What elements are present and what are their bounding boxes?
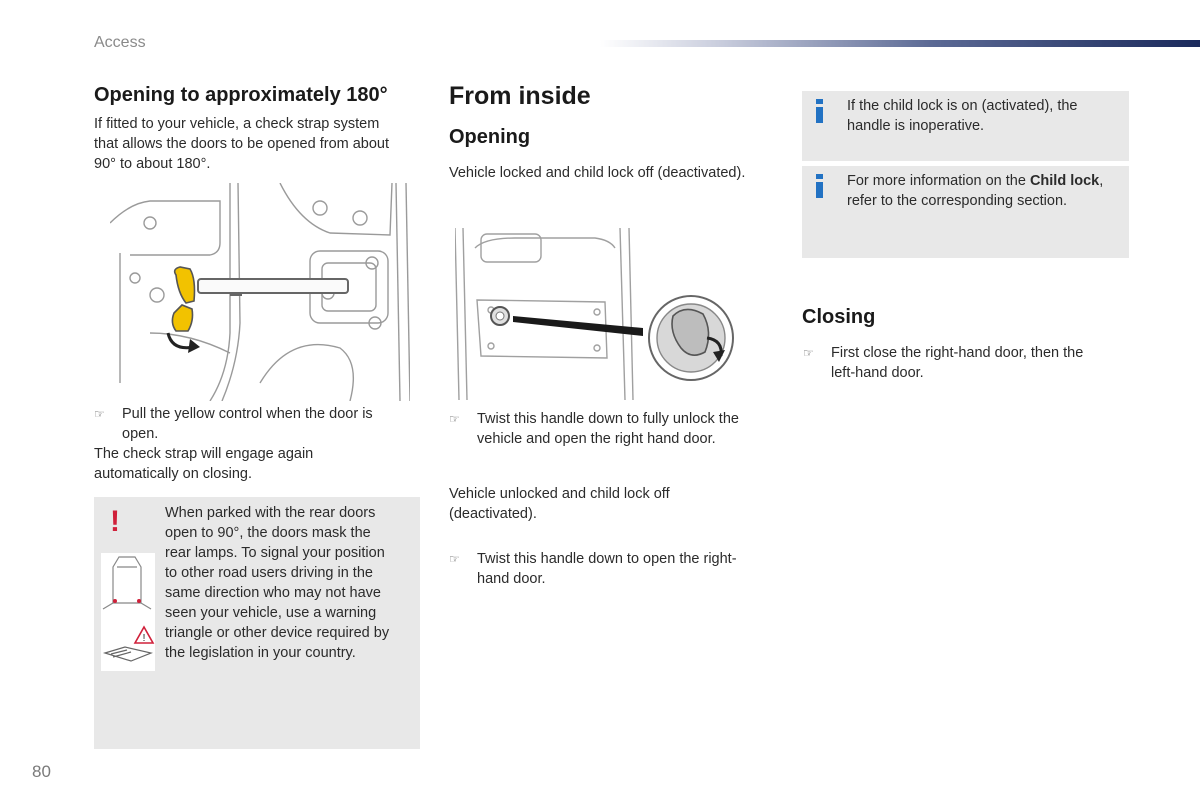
pointing-hand-icon: ☞ — [449, 412, 460, 426]
middle-section-title: From inside — [449, 82, 591, 110]
closing-line-1: First close the right-hand door, then the — [831, 345, 1084, 361]
warning-line-3: rear lamps. To signal your position — [165, 545, 385, 561]
left-bullet-line-2: open. — [122, 426, 159, 442]
info-2-line-2: refer to the corresponding section. — [847, 193, 1068, 209]
inside-handle-drawing — [455, 228, 745, 400]
info-icon — [816, 99, 824, 123]
left-section-title: Opening to approximately 180° — [94, 84, 388, 106]
warning-exclamation-icon: ! — [110, 505, 120, 538]
warning-line-7: triangle or other device required by — [165, 625, 390, 641]
left-intro-line-2: that allows the doors to be opened from about — [94, 136, 390, 152]
warning-text — [165, 503, 411, 663]
info-1-line-1: If the child lock is on (activated), the — [847, 98, 1078, 114]
middle-bullet-item-2 — [449, 549, 769, 589]
warning-line-8: the legislation in your country. — [165, 645, 356, 661]
warning-callout — [94, 497, 420, 749]
middle-bullet-1-line-2: vehicle and open the right hand door. — [477, 431, 716, 447]
page-number: 80 — [32, 762, 51, 781]
middle-bullet-item-1 — [449, 409, 769, 449]
check-strap-illustration — [110, 183, 410, 406]
info-2-line-1 — [847, 171, 1122, 191]
closing-line-2: left-hand door. — [831, 365, 924, 381]
left-intro — [94, 114, 389, 174]
closing-bullet-item — [803, 343, 1123, 383]
left-note — [94, 444, 313, 484]
info-2-suffix: , — [1099, 173, 1104, 189]
left-intro-line-1: If fitted to your vehicle, a check strap system — [94, 116, 380, 132]
left-note-line-1: The check strap will engage again — [94, 446, 314, 462]
left-bullet-item — [94, 404, 414, 444]
closing-title: Closing — [802, 306, 876, 328]
info-callout-child-lock-ref — [802, 166, 1129, 258]
info-icon — [816, 174, 824, 198]
warning-line-2: open to 90°, the doors mask the — [165, 525, 371, 541]
info-1-line-2: handle is inoperative. — [847, 118, 985, 134]
child-lock-link-text: Child lock — [1029, 173, 1100, 189]
middle-bullet-1-line-1: Twist this handle down to fully unlock the — [477, 411, 739, 427]
inside-handle-illustration — [455, 228, 745, 405]
pointing-hand-icon: ☞ — [449, 552, 460, 566]
warning-pictogram — [101, 553, 155, 676]
header-gradient-bar — [600, 40, 1200, 47]
warning-line-6: seen your vehicle, use a warning — [165, 605, 377, 621]
info-2-prefix: For more information on the — [847, 173, 1030, 189]
left-note-line-2: automatically on closing. — [94, 466, 252, 482]
warning-line-4: to other road users driving in the — [165, 565, 373, 581]
pointing-hand-icon: ☞ — [803, 346, 814, 360]
condition-unlocked-line-1: Vehicle unlocked and child lock off — [449, 486, 670, 502]
info-text-2 — [847, 171, 1122, 211]
middle-bullet-2-line-1: Twist this handle down to open the right- — [477, 551, 737, 567]
condition-unlocked — [449, 484, 670, 524]
info-callout-child-lock-on — [802, 91, 1129, 161]
warning-line-5: same direction who may not have — [165, 585, 381, 601]
svg-text:!: ! — [142, 633, 146, 644]
condition-unlocked-line-2: (deactivated). — [449, 506, 537, 522]
check-strap-drawing — [110, 183, 410, 401]
section-label: Access — [94, 34, 146, 51]
warning-line-1: When parked with the rear doors — [165, 505, 376, 521]
info-text-1 — [847, 96, 1122, 136]
middle-bullet-2-line-2: hand door. — [477, 571, 546, 587]
pointing-hand-icon: ☞ — [94, 407, 105, 421]
left-bullet-line-1: Pull the yellow control when the door is — [122, 406, 373, 422]
rear-doors-open-icon — [101, 553, 155, 671]
opening-subtitle: Opening — [449, 126, 531, 148]
left-intro-line-3: 90° to about 180°. — [94, 156, 211, 172]
condition-locked: Vehicle locked and child lock off (deactivated). — [449, 165, 746, 181]
